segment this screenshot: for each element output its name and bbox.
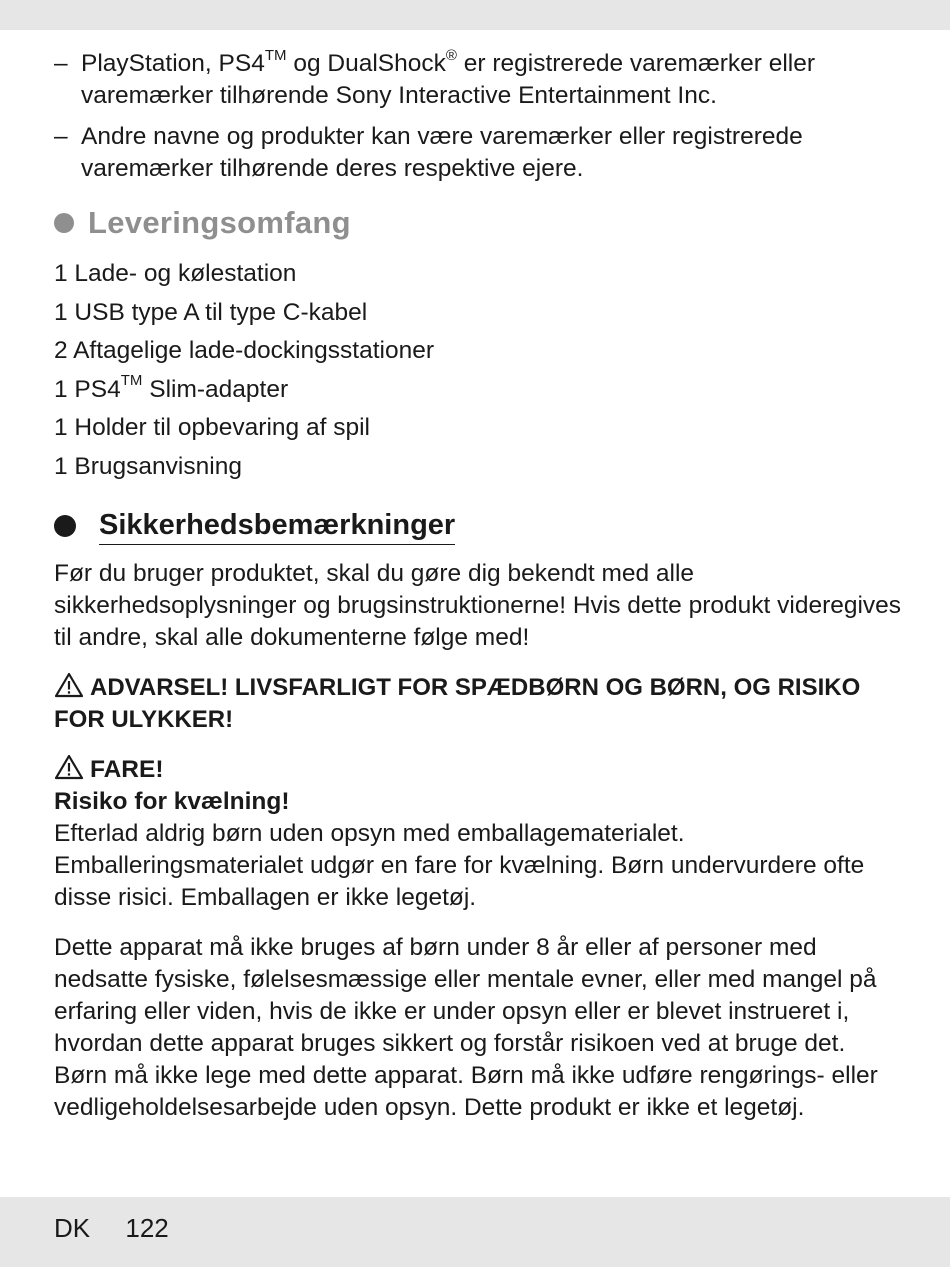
bullet-dot-icon [54,213,74,233]
safety-heading [54,504,904,548]
danger-block [54,754,904,914]
danger-text: Efterlad aldrig børn uden opsyn med emballagematerialet. Emballeringsmaterialet udgør en fare for kvælning. Børn undervurdere ofte disse risici. Emballagen er ikke legetøj. [54,820,865,911]
list-item: 2 Aftagelige lade-dockingsstationer [54,337,435,364]
footer-language: DK [54,1213,91,1243]
child-warning-text: ADVARSEL! LIVSFARLIGT FOR SPÆDBØRN OG BØRN, OG RISIKO FOR ULYKKER! [54,674,861,733]
list-item-pre: 1 PS4 [54,375,121,403]
top-band [0,0,950,30]
trademark-item-sony [54,48,904,112]
document-page [54,48,904,1124]
trademark-sup-registered: ® [445,46,457,64]
trademark-text-mid: og DualShock [286,50,446,77]
warning-triangle-icon [54,672,84,698]
danger-label [54,754,904,786]
trademark-item-others [54,121,904,185]
scope-heading [54,203,904,243]
danger-title: Risiko for kvælning! [54,788,290,815]
list-item-sup-tm: TM [120,372,143,390]
list-item-post: Slim-adapter [142,375,289,403]
page-number: 122 [125,1213,169,1243]
scope-heading-text: Leveringsomfang [88,205,351,240]
list-item [54,371,904,410]
list-item: 1 Lade- og kølestation [54,260,297,287]
list-dash: – [54,123,68,150]
trademark-text: Andre navne og produkter kan være varemærker eller registrerede varemærker tilhørende deres respektive ejere. [81,123,803,182]
trademark-list [54,48,904,185]
trademark-sup-tm: TM [264,46,287,64]
usage-restriction-paragraph: Dette apparat må ikke bruges af børn under 8 år eller af personer med nedsatte fysiske, følelsesmæssige eller mentale evner, eller med mangel på erfaring eller viden, hvis de ikke er under opsyn eller er blevet instrueret i, hvordan dette apparat bruges sikkert og forstår risikoen ved at bruge det. Børn må ikke lege med dette apparat. Børn må ikke udføre rengørings- eller vedligeholdelsesarbejde uden opsyn. Dette produkt er ikke et legetøj. [54,934,878,1121]
bullet-dot-icon [54,515,76,537]
trademark-text-post: er registrerede varemærker eller varemærker tilhørende Sony Interactive Entertainment Inc. [81,50,816,109]
page-footer [54,1211,169,1245]
child-warning [54,672,904,736]
list-item: 1 Brugsanvisning [54,452,242,480]
list-dash: – [54,50,68,77]
scope-list [54,255,904,486]
list-item: 1 Holder til opbevaring af spil [54,414,370,441]
safety-intro: Før du bruger produktet, skal du gøre dig bekendt med alle sikkerhedsoplysninger og brugsinstruktionerne! Hvis dette produkt videregives til andre, skal alle dokumenterne følge med! [54,560,902,651]
list-item: 1 USB type A til type C-kabel [54,298,368,326]
warning-triangle-icon [54,754,84,780]
safety-heading-text: Sikkerhedsbemærkninger [99,507,455,545]
danger-label-text: FARE! [90,756,164,783]
trademark-text-pre: PlayStation, PS4 [81,50,265,77]
